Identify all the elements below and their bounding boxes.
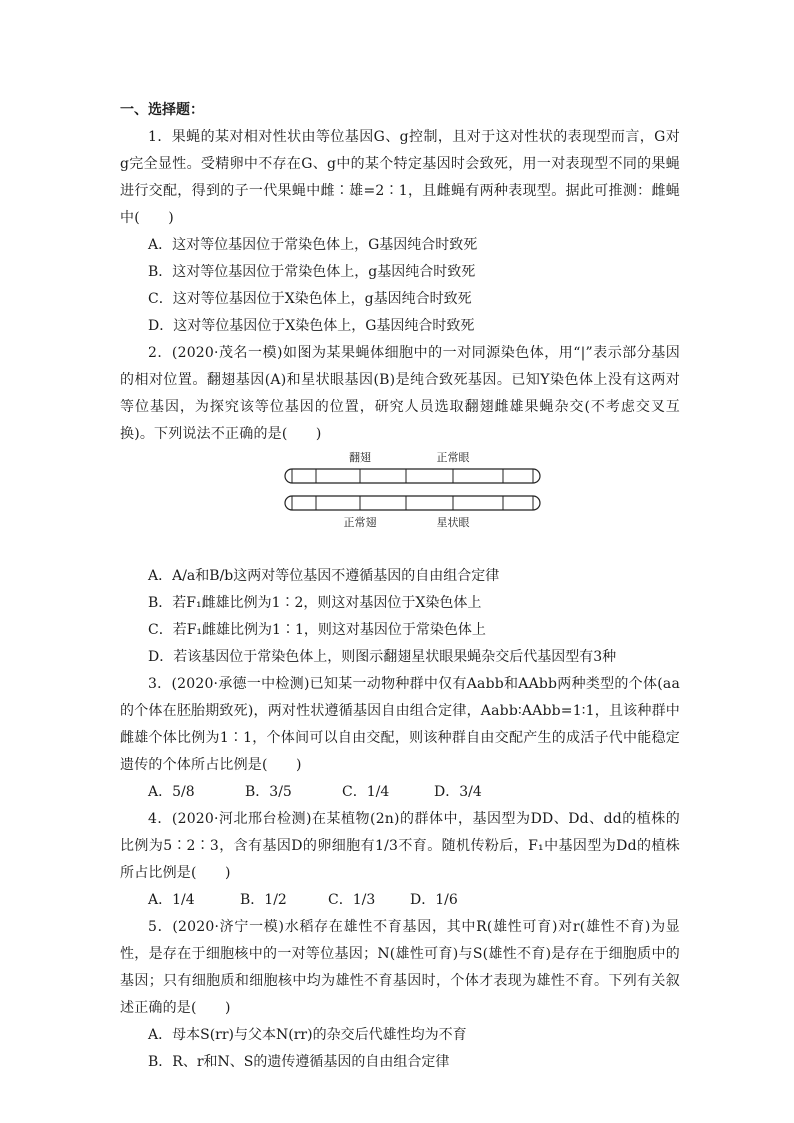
question-5-option-a: A．母本S(rr)与父本N(rr)的杂交后代雄性均为不育 <box>148 1027 467 1043</box>
question-1-option-d: D．这对等位基因位于X染色体上，G基因纯合时致死 <box>148 318 475 334</box>
label-top-normal-eye: 正常眼 <box>436 451 470 464</box>
question-4-option-b: B．1/2 <box>240 892 287 908</box>
question-2-option-a: A．A/a和B/b这两对等位基因不遵循基因的自由组合定律 <box>148 568 500 584</box>
question-2-option-c: C．若F₁雌雄比例为1∶1，则这对基因位于常染色体上 <box>148 622 486 638</box>
section-title: 一、选择题： <box>120 102 204 118</box>
question-3-stem: 3．(2020·承德一中检测)已知某一动物种群中仅有Aabb和AAbb两种类型的个体(aa的个体在胚胎期致死)，两对性状遵循基因自由组合定律，Aabb∶AAbb=1∶1，且该种群中雌雄个体比例为1∶1，个体间可以自由交配，则该种群自由交配产生的成活子代中能稳定遗传的个体所占比例是( ) <box>120 676 680 773</box>
question-3-options <box>120 779 680 806</box>
question-4-stem: 4．(2020·河北邢台检测)在某植物(2n)的群体中，基因型为DD、Dd、dd的植株的比例为5∶2∶3，含有基因D的卵细胞有1/3不育。随机传粉后，F₁中基因型为Dd的植株所占比例是( ) <box>120 811 680 881</box>
question-1-option-a: A．这对等位基因位于常染色体上，G基因纯合时致死 <box>148 237 478 253</box>
label-top-curly-wing: 翻翅 <box>349 451 371 464</box>
question-2-option-b: B．若F₁雌雄比例为1∶2，则这对基因位于X染色体上 <box>148 595 482 611</box>
question-3-option-b: B．3/5 <box>245 784 292 800</box>
question-3-option-d: D．3/4 <box>434 784 482 800</box>
chromosome-diagram <box>120 448 680 563</box>
question-1-option-c: C．这对等位基因位于X染色体上，g基因纯合时致死 <box>148 291 472 307</box>
question-2-option-d: D．若该基因位于常染色体上，则图示翻翅星状眼果蝇杂交后代基因型有3种 <box>148 649 617 665</box>
question-5-option-b: B．R、r和N、S的遗传遵循基因的自由组合定律 <box>148 1054 450 1070</box>
chromosome-lower <box>285 496 540 510</box>
question-3-option-a: A．5/8 <box>148 784 195 800</box>
question-4-option-c: C．1/3 <box>328 892 376 908</box>
chromosome-figure <box>120 448 680 563</box>
chromosome-upper <box>285 469 540 483</box>
question-3-option-c: C．1/4 <box>342 784 390 800</box>
question-1-option-b: B．这对等位基因位于常染色体上，g基因纯合时致死 <box>148 264 476 280</box>
question-5-stem: 5．(2020·济宁一模)水稻存在雄性不育基因，其中R(雄性可育)对r(雄性不育)为显性，是存在于细胞核中的一对等位基因；N(雄性可育)与S(雄性不育)是存在于细胞质中的基因；只有细胞质和细胞核中均为雄性不育基因时，个体才表现为雄性不育。下列有关叙述正确的是( ) <box>120 919 680 1016</box>
question-content <box>120 97 680 1076</box>
question-4-options <box>120 887 680 914</box>
label-bottom-star-eye: 星状眼 <box>436 516 470 529</box>
question-4-option-d: D．1/6 <box>410 892 458 908</box>
question-2-stem: 2．(2020·茂名一模)如图为某果蝇体细胞中的一对同源染色体，用“|”表示部分基因的相对位置。翻翅基因(A)和星状眼基因(B)是纯合致死基因。已知Y染色体上没有这两对等位基因，为探究该等位基因的位置，研究人员选取翻翅雌雄果蝇杂交(不考虑交叉互换)。下列说法不正确的是( ) <box>120 345 680 442</box>
question-1-stem: 1．果蝇的某对相对性状由等位基因G、g控制，且对于这对性状的表现型而言，G对g完全显性。受精卵中不存在G、g中的某个特定基因时会致死，用一对表现型不同的果蝇进行交配，得到的子一代果蝇中雌∶雄=2∶1，且雌蝇有两种表现型。据此可推测：雌蝇中( ) <box>120 129 680 226</box>
label-bottom-normal-wing: 正常翅 <box>343 516 377 529</box>
question-4-option-a: A．1/4 <box>148 892 195 908</box>
